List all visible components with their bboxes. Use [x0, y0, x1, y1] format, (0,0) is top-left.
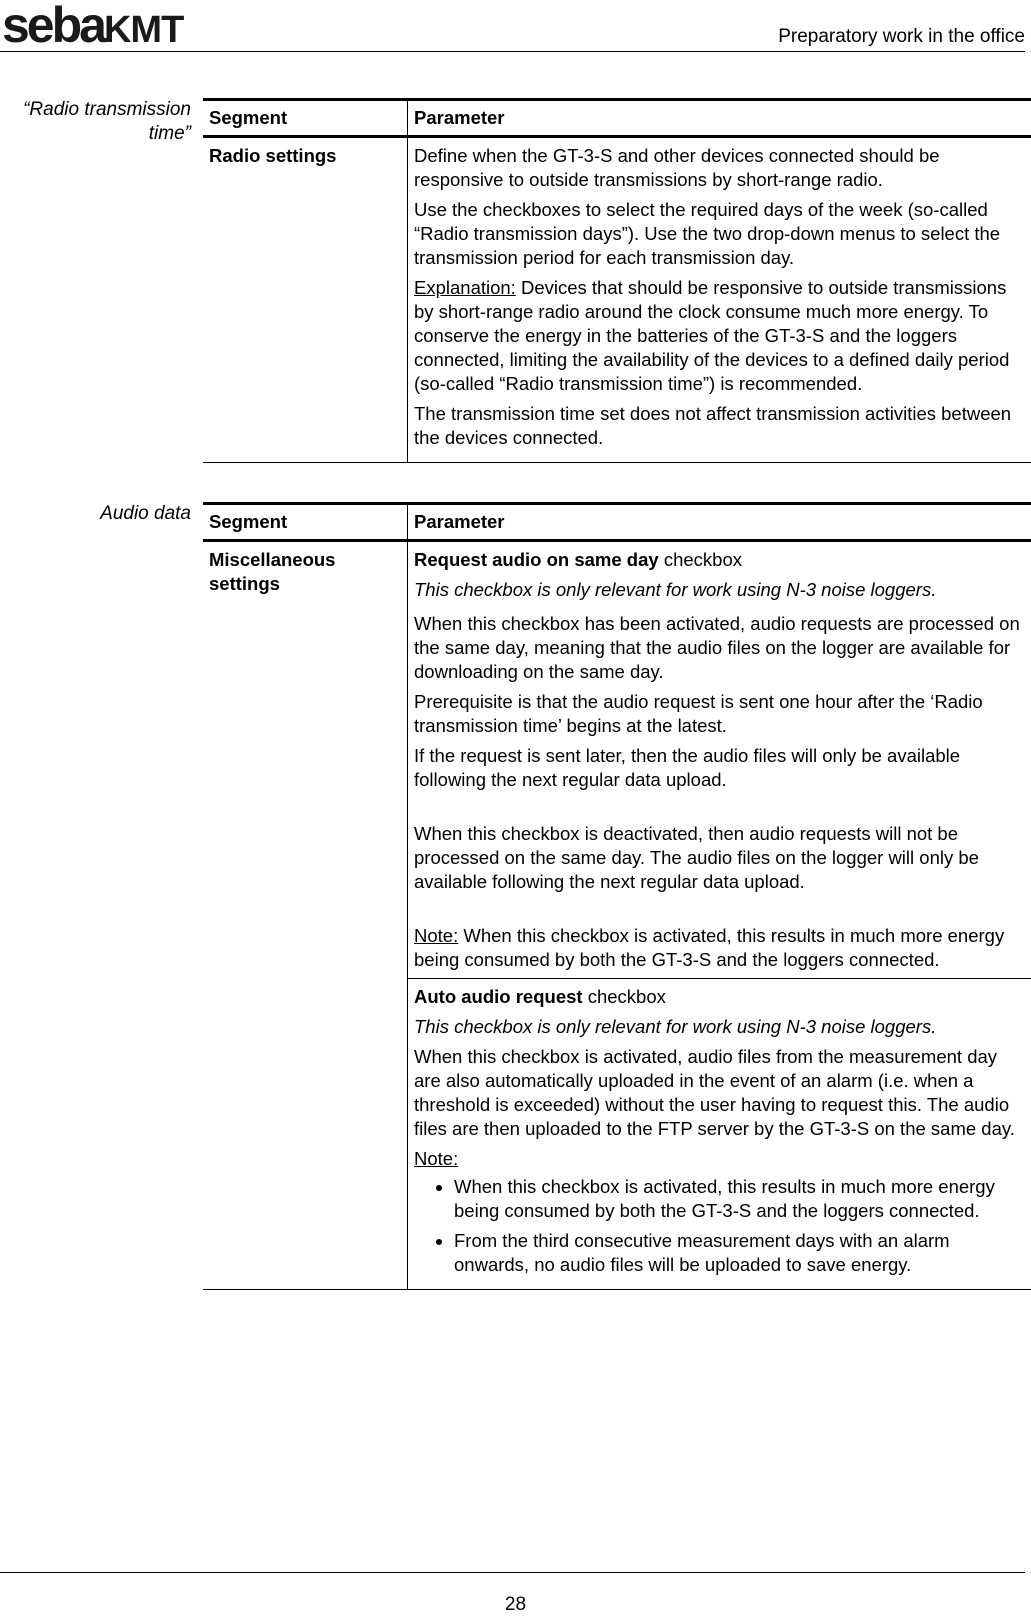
- paragraph: When this checkbox has been activated, audio requests are processed on the same day, meaning that the audio files on the logger are available for downloading on the same day.: [414, 613, 1020, 682]
- header-rule: [0, 51, 1025, 52]
- paragraph: Use the checkboxes to select the required days of the week (so-called “Radio transmission days”). Use the two drop-down menus to select the transmission period for each transmission day.: [414, 199, 1001, 268]
- side-label-audio: Audio data: [100, 503, 191, 524]
- checkbox-title: [414, 548, 1025, 572]
- relevance-note: This checkbox is only relevant for work using N-3 noise loggers.: [414, 579, 937, 600]
- note-text: When this checkbox is activated, this results in much more energy being consumed by both the GT-3-S and the loggers connected.: [414, 925, 1005, 970]
- spacer: [414, 798, 1025, 822]
- header-title: Preparatory work in the office: [778, 26, 1025, 47]
- audio-settings-table: [203, 502, 1031, 1290]
- parameter-auto-audio-request: [408, 979, 1031, 1290]
- list-item: • When this checkbox is activated, this results in much more energy being consumed by both the GT-3-S and the loggers connected.: [454, 1175, 1025, 1223]
- list-item: • From the third consecutive measurement days with an alarm onwards, no audio files will be uploaded to save energy.: [454, 1229, 1025, 1277]
- sebakmt-logo: sebaKMT: [2, 0, 184, 53]
- footer-rule: [0, 1572, 1025, 1573]
- note-paragraph: [414, 924, 1025, 972]
- explanation-paragraph: [414, 276, 1025, 396]
- spacer: [414, 900, 1025, 924]
- note-label: Note:: [414, 1148, 459, 1169]
- explanation-label: Explanation:: [414, 277, 516, 298]
- paragraph: When this checkbox is deactivated, then audio requests will not be processed on the same day. The audio files on the logger will only be available following the next regular data upload.: [414, 823, 979, 892]
- column-header-segment: Segment: [203, 100, 408, 137]
- explanation-text: Devices that should be responsive to outside transmissions by short-range radio around the clock consume much more energy. To conserve the energy in the batteries of the GT-3-S and the loggers connected, limiting the availability of the devices to a defined daily period (so-called “Radio transmission time”) is recommended.: [414, 277, 1010, 394]
- paragraph: Prerequisite is that the audio request is sent one hour after the ‘Radio transmission time’ begins at the latest.: [414, 691, 983, 736]
- column-header-segment: Segment: [203, 504, 408, 541]
- parameter-request-audio-same-day: [408, 541, 1031, 979]
- page-number: 28: [504, 1594, 527, 1615]
- paragraph: When this checkbox is activated, audio files from the measurement day are also automatically uploaded in the event of an alarm (i.e. when a threshold is exceeded) without the user having to request this. The audio files are then uploaded to the FTP server by the GT-3-S on the same day.: [414, 1046, 1015, 1139]
- paragraph: The transmission time set does not affect transmission activities between the devices connected.: [414, 403, 1012, 448]
- paragraph: Define when the GT-3-S and other devices connected should be responsive to outside transmissions by short-range radio.: [414, 145, 940, 190]
- parameter-radio-settings: [408, 137, 1031, 463]
- column-header-parameter: Parameter: [408, 100, 1031, 137]
- checkbox-suffix: checkbox: [658, 549, 742, 570]
- paragraph: If the request is sent later, then the audio files will only be available following the next regular data upload.: [414, 745, 961, 790]
- note-bullet-list: [414, 1175, 1025, 1277]
- radio-settings-table: [203, 98, 1031, 463]
- checkbox-suffix: checkbox: [582, 986, 666, 1007]
- checkbox-name: Auto audio request: [414, 986, 583, 1007]
- checkbox-title: [414, 985, 1025, 1009]
- segment-misc-settings: Miscellaneous settings: [203, 541, 408, 1290]
- column-header-parameter: Parameter: [408, 504, 1031, 541]
- checkbox-name: Request audio on same day: [414, 549, 659, 570]
- segment-radio-settings: Radio settings: [203, 137, 408, 463]
- note-label: Note:: [414, 925, 459, 946]
- side-label-radio: “Radio transmission time”: [23, 99, 191, 144]
- relevance-note: This checkbox is only relevant for work using N-3 noise loggers.: [414, 1016, 937, 1037]
